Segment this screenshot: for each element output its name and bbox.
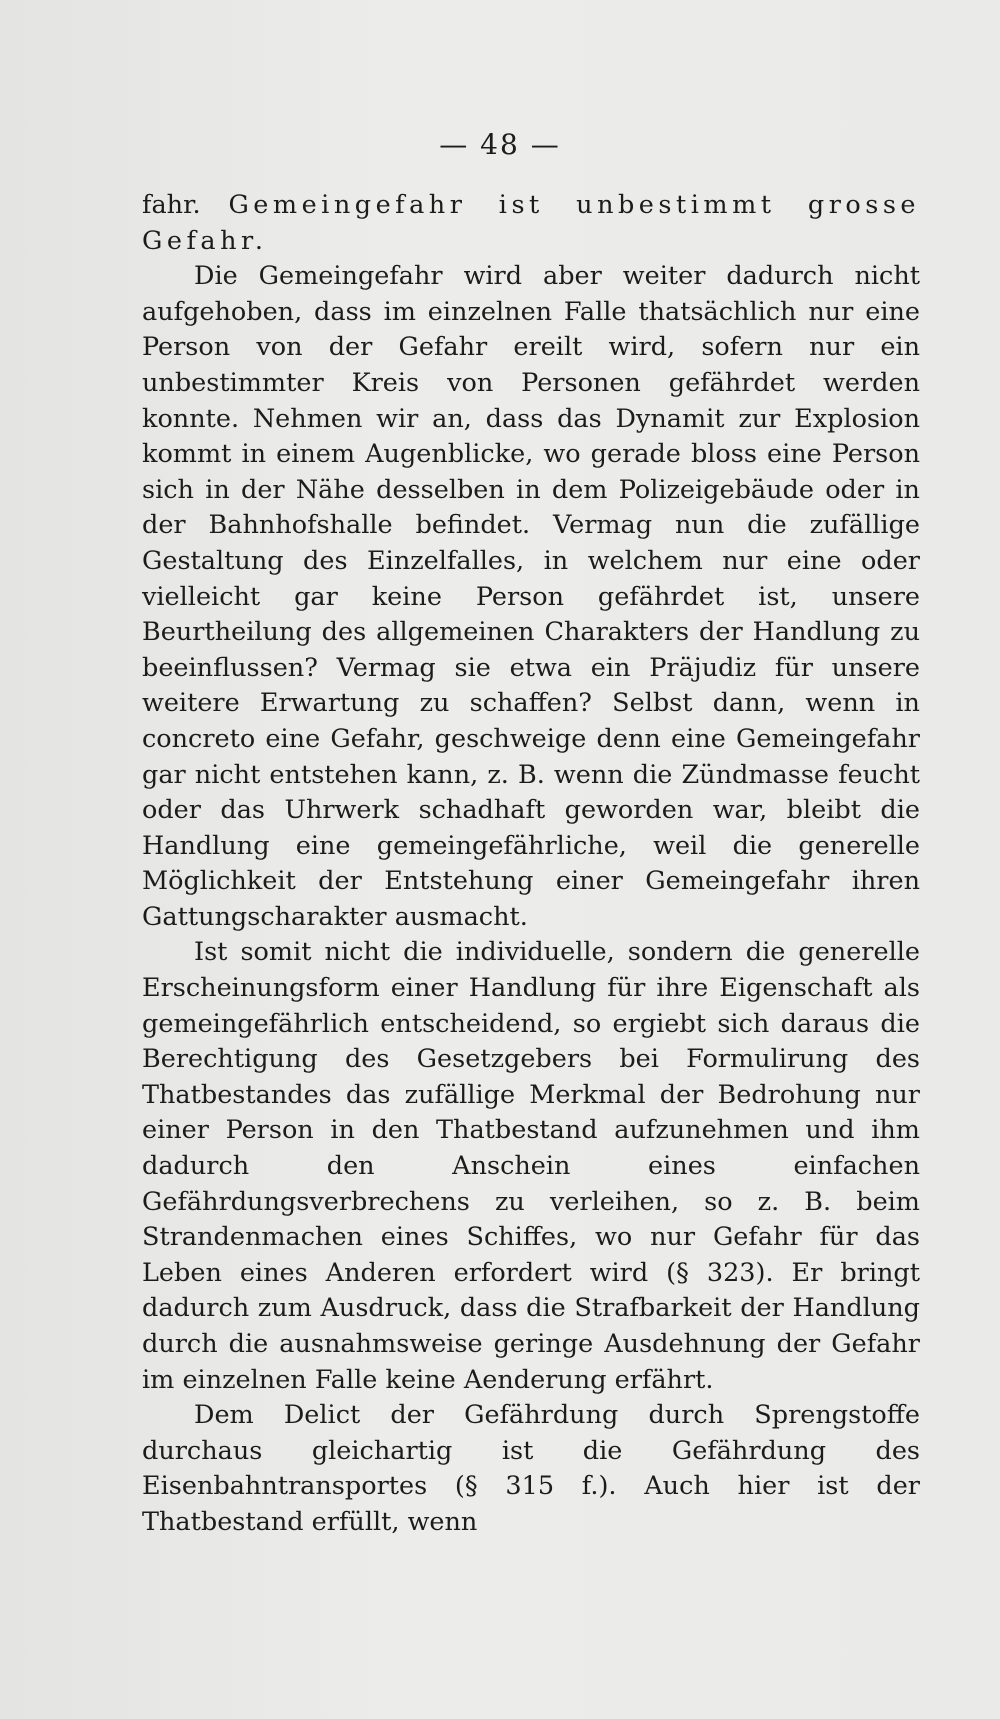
page-number: — 48 —	[439, 128, 561, 161]
paragraph-gemeingefahr: Die Gemeingefahr wird aber weiter dadurch nicht aufgehoben, dass im einzelnen Falle thatsächlich nur eine Person von der Gefahr ereilt wird, sofern nur ein unbestimmter Kreis von Personen gefährdet werden konnte. Nehmen wir an, dass das Dynamit zur Explosion kommt in einem Augenblicke, wo gerade bloss eine Person sich in der Nähe desselben in dem Polizeigebäude oder in der Bahnhofshalle befindet. Vermag nun die zufällige Gestaltung des Einzelfalles, in welchem nur eine oder vielleicht gar keine Person gefährdet ist, unsere Beurtheilung des allgemeinen Charakters der Handlung zu beeinflussen? Vermag sie etwa ein Präjudiz für unsere weitere Erwartung zu schaffen? Selbst dann, wenn in concreto eine Gefahr, geschweige denn eine Gemeingefahr gar nicht entstehen kann, z. B. wenn die Zündmasse feucht oder das Uhrwerk schadhaft geworden war, bleibt die Handlung eine gemeingefährliche, weil die generelle Möglichkeit der Entstehung einer Gemeingefahr ihren Gattungscharakter ausmacht.	[142, 261, 920, 932]
paragraph-continuation	[142, 188, 920, 259]
paragraph-erscheinungsform: Ist somit nicht die individuelle, sondern die generelle Erscheinungsform einer Handlung für ihre Eigenschaft als gemeingefährlich entscheidend, so ergiebt sich daraus die Berechtigung des Gesetzgebers bei Formulirung des Thatbestandes das zufällige Merkmal der Bedrohung nur einer Person in den Thatbestand aufzunehmen und ihm dadurch den Anschein eines einfachen Gefährdungsverbrechens zu verleihen, so z. B. beim Strandenmachen eines Schiffes, wo nur Gefahr für das Leben eines Anderen erfordert wird (§ 323). Er bringt dadurch zum Ausdruck, dass die Strafbarkeit der Handlung durch die ausnahmsweise geringe Ausdehnung der Gefahr im einzelnen Falle keine Aenderung erfährt.	[142, 937, 920, 1395]
emphasized-definition: Gemeingefahr ist unbestimmt grosse Gefahr.	[142, 190, 920, 256]
paragraph-lead: fahr.	[142, 190, 229, 220]
page-body	[142, 188, 920, 1541]
paragraph-eisenbahn: Dem Delict der Gefährdung durch Sprengstoffe durchaus gleichartig ist die Gefährdung des Eisenbahntransportes (§ 315 f.). Auch hier ist der Thatbestand erfüllt, wenn	[142, 1400, 920, 1537]
